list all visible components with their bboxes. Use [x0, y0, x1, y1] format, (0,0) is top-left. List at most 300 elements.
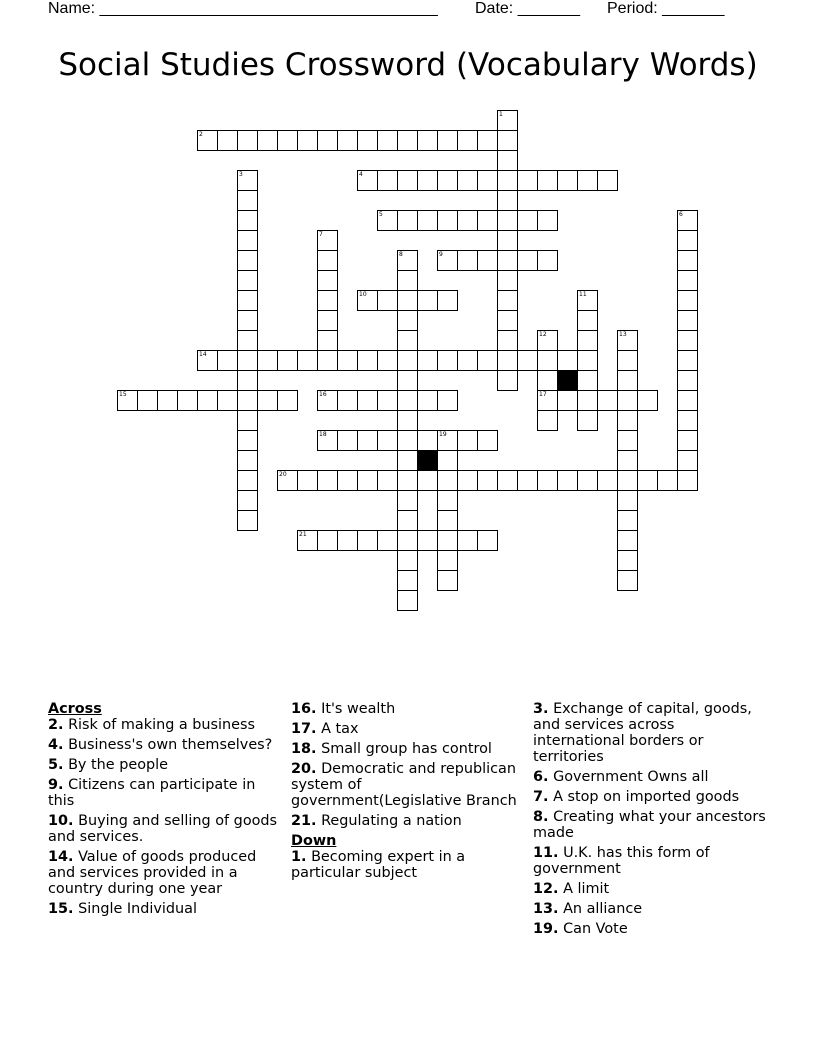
crossword-cell[interactable]	[677, 250, 698, 271]
crossword-cell[interactable]	[677, 350, 698, 371]
clue-item	[48, 757, 283, 773]
crossword-cell[interactable]	[177, 390, 198, 411]
crossword-cell[interactable]	[397, 130, 418, 151]
crossword-cell[interactable]	[677, 370, 698, 391]
clue-number: 2	[199, 131, 203, 138]
clue-item-text: Becoming expert in a particular subject	[291, 849, 466, 881]
crossword-cell[interactable]	[537, 170, 558, 191]
crossword-cell[interactable]	[677, 450, 698, 471]
crossword-cell[interactable]	[417, 290, 438, 311]
crossword-cell[interactable]	[377, 390, 398, 411]
clue-item-number: 15.	[48, 901, 74, 917]
crossword-cell[interactable]	[457, 430, 478, 451]
crossword-cell[interactable]	[337, 350, 358, 371]
clue-item-text: A stop on imported goods	[553, 789, 740, 805]
clue-item	[48, 901, 283, 917]
crossword-cell[interactable]	[497, 170, 518, 191]
crossword-cell[interactable]	[357, 350, 378, 371]
crossword-cell[interactable]	[397, 450, 418, 471]
crossword-cell[interactable]	[677, 290, 698, 311]
crossword-cell[interactable]	[197, 350, 218, 371]
crossword-cell[interactable]	[537, 390, 558, 411]
crossword-cell[interactable]	[237, 330, 258, 351]
clue-item-text: Creating what your ancestors made	[533, 809, 766, 841]
crossword-cell[interactable]	[437, 290, 458, 311]
crossword-cell[interactable]	[457, 530, 478, 551]
crossword-cell[interactable]	[497, 130, 518, 151]
crossword-cell[interactable]	[437, 130, 458, 151]
crossword-cell[interactable]	[457, 130, 478, 151]
clue-item	[291, 813, 526, 829]
crossword-cell[interactable]	[617, 490, 638, 511]
crossword-cell[interactable]	[677, 330, 698, 351]
name-field-label[interactable]: Name: ______________________________________	[48, 0, 438, 17]
crossword-cell[interactable]	[317, 270, 338, 291]
clue-number: 5	[379, 211, 383, 218]
clue-item-text: It's wealth	[321, 701, 396, 717]
clue-item	[533, 789, 768, 805]
crossword-cell[interactable]	[577, 390, 598, 411]
crossword-cell[interactable]	[317, 530, 338, 551]
crossword-cell[interactable]	[497, 110, 518, 131]
crossword-cell[interactable]	[397, 490, 418, 511]
crossword-cell[interactable]	[677, 410, 698, 431]
crossword-cell[interactable]	[337, 390, 358, 411]
crossword-cell[interactable]	[237, 290, 258, 311]
crossword-cell[interactable]	[317, 470, 338, 491]
crossword-cell[interactable]	[677, 430, 698, 451]
clue-number: 7	[319, 231, 323, 238]
crossword-cell[interactable]	[357, 530, 378, 551]
clue-item-number: 9.	[48, 777, 64, 793]
clue-item-number: 6.	[533, 769, 549, 785]
clues-column-2	[291, 701, 526, 885]
crossword-cell[interactable]	[237, 430, 258, 451]
crossword-cell[interactable]	[217, 390, 238, 411]
crossword-cell[interactable]	[397, 430, 418, 451]
crossword-cell[interactable]	[377, 350, 398, 371]
crossword-cell[interactable]	[677, 230, 698, 251]
clue-item-number: 4.	[48, 737, 64, 753]
crossword-cell[interactable]	[477, 430, 498, 451]
crossword-cell[interactable]	[317, 430, 338, 451]
crossword-cell[interactable]	[357, 470, 378, 491]
crossword-cell[interactable]	[577, 350, 598, 371]
crossword-cell[interactable]	[257, 130, 278, 151]
crossword-cell[interactable]	[617, 530, 638, 551]
clue-item-number: 3.	[533, 701, 549, 717]
crossword-cell[interactable]	[397, 250, 418, 271]
crossword-cell[interactable]	[377, 130, 398, 151]
clue-item	[291, 701, 526, 717]
clue-item	[48, 813, 283, 845]
crossword-cell[interactable]	[497, 290, 518, 311]
crossword-cell[interactable]	[577, 290, 598, 311]
crossword-cell[interactable]	[557, 350, 578, 371]
crossword-cell[interactable]	[677, 310, 698, 331]
crossword-cell[interactable]	[577, 310, 598, 331]
crossword-cell[interactable]	[417, 430, 438, 451]
crossword-cell[interactable]	[457, 170, 478, 191]
crossword-cell[interactable]	[637, 470, 658, 491]
crossword-cell[interactable]	[237, 310, 258, 331]
clue-item-text: A tax	[321, 721, 359, 737]
crossword-cell[interactable]	[377, 290, 398, 311]
clue-item-text: By the people	[68, 757, 168, 773]
crossword-cell[interactable]	[497, 310, 518, 331]
crossword-cell[interactable]	[257, 350, 278, 371]
crossword-cell[interactable]	[217, 130, 238, 151]
crossword-cell[interactable]	[557, 470, 578, 491]
crossword-cell[interactable]	[337, 430, 358, 451]
crossword-cell[interactable]	[417, 530, 438, 551]
clue-item	[533, 921, 768, 937]
crossword-cell[interactable]	[437, 510, 458, 531]
clue-item-number: 7.	[533, 789, 549, 805]
clue-item	[291, 721, 526, 737]
crossword-cell[interactable]	[277, 470, 298, 491]
crossword-cell[interactable]	[337, 530, 358, 551]
clue-item-text: Value of goods produced and services provided in a country during one year	[48, 849, 257, 897]
crossword-cell[interactable]	[437, 470, 458, 491]
clue-item	[291, 761, 526, 809]
crossword-cell[interactable]	[497, 350, 518, 371]
crossword-cell[interactable]	[237, 510, 258, 531]
crossword-cell[interactable]	[397, 530, 418, 551]
crossword-cell[interactable]	[657, 470, 678, 491]
clue-item	[533, 901, 768, 917]
crossword-cell[interactable]	[237, 470, 258, 491]
crossword-cell[interactable]	[637, 390, 658, 411]
crossword-cell[interactable]	[237, 230, 258, 251]
clue-item-number: 16.	[291, 701, 317, 717]
crossword-cell[interactable]	[357, 170, 378, 191]
crossword-cell[interactable]	[677, 390, 698, 411]
crossword-cell[interactable]	[437, 210, 458, 231]
clue-number: 12	[539, 331, 547, 338]
crossword-cell[interactable]	[617, 370, 638, 391]
crossword-cell[interactable]	[617, 550, 638, 571]
crossword-cell[interactable]	[497, 150, 518, 171]
crossword-cell[interactable]	[457, 470, 478, 491]
clue-item	[533, 809, 768, 841]
period-field-label[interactable]: Period: _______	[607, 0, 725, 17]
clue-item-text: Business's own themselves?	[68, 737, 273, 753]
crossword-cell[interactable]	[397, 170, 418, 191]
crossword-cell[interactable]	[237, 250, 258, 271]
crossword-cell[interactable]	[457, 250, 478, 271]
clue-number: 4	[359, 171, 363, 178]
crossword-cell[interactable]	[577, 370, 598, 391]
crossword-cell[interactable]	[317, 330, 338, 351]
crossword-cell[interactable]	[677, 470, 698, 491]
across-heading: Across	[48, 701, 102, 717]
clue-number: 20	[279, 471, 287, 478]
crossword-cell[interactable]	[617, 330, 638, 351]
clue-item-number: 12.	[533, 881, 559, 897]
crossword-cell[interactable]	[317, 230, 338, 251]
clue-item-text: Risk of making a business	[68, 717, 256, 733]
clue-item-number: 20.	[291, 761, 317, 777]
crossword-cell[interactable]	[297, 130, 318, 151]
crossword-cell[interactable]	[537, 330, 558, 351]
crossword-cell[interactable]	[577, 470, 598, 491]
crossword-cell[interactable]	[397, 210, 418, 231]
crossword-cell[interactable]	[517, 250, 538, 271]
crossword-cell[interactable]	[537, 350, 558, 371]
clue-item-number: 2.	[48, 717, 64, 733]
crossword-cell[interactable]	[277, 130, 298, 151]
clue-number: 10	[359, 291, 367, 298]
crossword-cell[interactable]	[497, 330, 518, 351]
clue-item-number: 19.	[533, 921, 559, 937]
crossword-cell[interactable]	[437, 250, 458, 271]
crossword-cell[interactable]	[117, 390, 138, 411]
crossword-cell[interactable]	[237, 270, 258, 291]
crossword-cell[interactable]	[437, 430, 458, 451]
crossword-cell[interactable]	[377, 210, 398, 231]
clue-item-text: An alliance	[563, 901, 643, 917]
clue-number: 16	[319, 391, 327, 398]
crossword-cell[interactable]	[317, 130, 338, 151]
clue-item-number: 17.	[291, 721, 317, 737]
crossword-cell[interactable]	[477, 170, 498, 191]
crossword-cell[interactable]	[277, 390, 298, 411]
crossword-cell[interactable]	[337, 470, 358, 491]
clue-item-number: 21.	[291, 813, 317, 829]
clue-item-number: 14.	[48, 849, 74, 865]
crossword-cell[interactable]	[357, 390, 378, 411]
crossword-cell[interactable]	[677, 270, 698, 291]
crossword-cell[interactable]	[457, 350, 478, 371]
crossword-cell[interactable]	[417, 170, 438, 191]
crossword-cell[interactable]	[357, 430, 378, 451]
crossword-cell[interactable]	[577, 330, 598, 351]
clue-item-text: Citizens can participate in this	[48, 777, 256, 809]
clue-item	[48, 737, 283, 753]
crossword-cell[interactable]	[617, 350, 638, 371]
crossword-cell[interactable]	[557, 170, 578, 191]
clue-number: 17	[539, 391, 547, 398]
clue-item	[48, 717, 283, 733]
crossword-cell[interactable]	[237, 490, 258, 511]
crossword-cell[interactable]	[397, 270, 418, 291]
clue-number: 19	[439, 431, 447, 438]
clue-item-text: Can Vote	[563, 921, 628, 937]
crossword-cell[interactable]	[237, 450, 258, 471]
clue-item	[533, 881, 768, 897]
crossword-cell[interactable]	[537, 370, 558, 391]
crossword-cell[interactable]	[557, 390, 578, 411]
crossword-cell[interactable]	[617, 470, 638, 491]
crossword-cell[interactable]	[477, 530, 498, 551]
clue-item-text: Exchange of capital, goods, and services across international borders or territories	[533, 701, 752, 765]
crossword-cell[interactable]	[377, 170, 398, 191]
clue-number: 21	[299, 531, 307, 538]
crossword-cell[interactable]	[517, 210, 538, 231]
crossword-cell[interactable]	[437, 170, 458, 191]
crossword-cell[interactable]	[477, 210, 498, 231]
crossword-cell[interactable]	[397, 570, 418, 591]
crossword-cell[interactable]	[497, 250, 518, 271]
crossword-cell[interactable]	[317, 390, 338, 411]
clue-item-number: 5.	[48, 757, 64, 773]
crossword-cell[interactable]	[457, 210, 478, 231]
crossword-cell[interactable]	[617, 390, 638, 411]
clue-item-number: 8.	[533, 809, 549, 825]
clue-item-text: Small group has control	[321, 741, 492, 757]
crossword-cell[interactable]	[577, 170, 598, 191]
crossword-cell[interactable]	[317, 310, 338, 331]
clue-number: 3	[239, 171, 243, 178]
crossword-cell[interactable]	[397, 350, 418, 371]
crossword-cell[interactable]	[217, 350, 238, 371]
clue-number: 15	[119, 391, 127, 398]
crossword-cell[interactable]	[237, 410, 258, 431]
crossword-cell[interactable]	[477, 250, 498, 271]
crossword-cell[interactable]	[497, 370, 518, 391]
crossword-cell[interactable]	[497, 210, 518, 231]
clue-item-text: Regulating a nation	[321, 813, 462, 829]
clue-item-text: Government Owns all	[553, 769, 709, 785]
crossword-cell[interactable]	[417, 470, 438, 491]
crossword-cell[interactable]	[617, 570, 638, 591]
crossword-cell[interactable]	[417, 130, 438, 151]
crossword-cell[interactable]	[437, 390, 458, 411]
clue-number: 6	[679, 211, 683, 218]
crossword-cell[interactable]	[317, 250, 338, 271]
clue-item	[48, 849, 283, 897]
crossword-cell[interactable]	[397, 390, 418, 411]
crossword-cell[interactable]	[417, 210, 438, 231]
clue-item	[291, 741, 526, 757]
black-square	[557, 370, 578, 391]
crossword-cell[interactable]	[237, 170, 258, 191]
crossword-cell[interactable]	[397, 470, 418, 491]
clue-item-number: 13.	[533, 901, 559, 917]
crossword-cell[interactable]	[437, 490, 458, 511]
crossword-cell[interactable]	[497, 270, 518, 291]
black-square	[417, 450, 438, 471]
clue-item	[533, 769, 768, 785]
crossword-cell[interactable]	[237, 350, 258, 371]
crossword-cell[interactable]	[357, 130, 378, 151]
crossword-cell[interactable]	[237, 390, 258, 411]
crossword-cell[interactable]	[277, 350, 298, 371]
clue-number: 9	[439, 251, 443, 258]
crossword-cell[interactable]	[497, 190, 518, 211]
crossword-cell[interactable]	[597, 470, 618, 491]
crossword-cell[interactable]	[377, 430, 398, 451]
crossword-cell[interactable]	[517, 470, 538, 491]
crossword-cell[interactable]	[437, 350, 458, 371]
crossword-cell[interactable]	[617, 450, 638, 471]
crossword-cell[interactable]	[677, 210, 698, 231]
crossword-cell[interactable]	[397, 590, 418, 611]
crossword-cell[interactable]	[377, 530, 398, 551]
crossword-cell[interactable]	[477, 350, 498, 371]
crossword-cell[interactable]	[397, 510, 418, 531]
clue-number: 14	[199, 351, 207, 358]
crossword-cell[interactable]	[617, 410, 638, 431]
clue-item-text: A limit	[563, 881, 610, 897]
crossword-cell[interactable]	[577, 410, 598, 431]
crossword-cell[interactable]	[537, 410, 558, 431]
crossword-cell[interactable]	[397, 330, 418, 351]
crossword-cell[interactable]	[297, 530, 318, 551]
crossword-cell[interactable]	[297, 350, 318, 371]
crossword-cell[interactable]	[417, 350, 438, 371]
clue-item-text: U.K. has this form of government	[533, 845, 710, 877]
clues-column-1	[48, 701, 283, 921]
crossword-cell[interactable]	[537, 210, 558, 231]
clue-item-text: Buying and selling of goods and services.	[48, 813, 278, 845]
crossword-cell[interactable]	[537, 250, 558, 271]
clue-number: 1	[499, 111, 503, 118]
crossword-cell[interactable]	[397, 550, 418, 571]
crossword-cell[interactable]	[417, 390, 438, 411]
crossword-cell[interactable]	[197, 130, 218, 151]
crossword-cell[interactable]	[297, 470, 318, 491]
crossword-cell[interactable]	[237, 210, 258, 231]
clue-item-number: 18.	[291, 741, 317, 757]
clue-item-text: Democratic and republican system of government(Legislative Branch	[291, 761, 517, 809]
clue-item-text: Single Individual	[78, 901, 197, 917]
clue-number: 11	[579, 291, 587, 298]
crossword-cell[interactable]	[237, 190, 258, 211]
crossword-cell[interactable]	[597, 390, 618, 411]
crossword-cell[interactable]	[237, 370, 258, 391]
crossword-cell[interactable]	[397, 290, 418, 311]
crossword-cell[interactable]	[137, 390, 158, 411]
crossword-cell[interactable]	[397, 370, 418, 391]
crossword-cell[interactable]	[397, 410, 418, 431]
clues-column-3	[533, 701, 768, 941]
clue-item-number: 11.	[533, 845, 559, 861]
crossword-cell[interactable]	[157, 390, 178, 411]
crossword-cell[interactable]	[397, 310, 418, 331]
clue-number: 18	[319, 431, 327, 438]
crossword-cell[interactable]	[617, 510, 638, 531]
crossword-cell[interactable]	[477, 470, 498, 491]
crossword-cell[interactable]	[337, 130, 358, 151]
crossword-cell[interactable]	[597, 170, 618, 191]
crossword-cell[interactable]	[497, 470, 518, 491]
crossword-cell[interactable]	[477, 130, 498, 151]
clue-item	[533, 845, 768, 877]
clue-item-number: 10.	[48, 813, 74, 829]
crossword-cell[interactable]	[437, 530, 458, 551]
crossword-cell[interactable]	[357, 290, 378, 311]
crossword-cell[interactable]	[517, 170, 538, 191]
crossword-cell[interactable]	[437, 550, 458, 571]
crossword-cell[interactable]	[437, 450, 458, 471]
crossword-cell[interactable]	[437, 570, 458, 591]
crossword-cell[interactable]	[237, 130, 258, 151]
crossword-cell[interactable]	[197, 390, 218, 411]
crossword-cell[interactable]	[617, 430, 638, 451]
crossword-cell[interactable]	[257, 390, 278, 411]
crossword-cell[interactable]	[317, 290, 338, 311]
clue-item	[48, 777, 283, 809]
crossword-cell[interactable]	[317, 350, 338, 371]
crossword-cell[interactable]	[497, 230, 518, 251]
date-field-label[interactable]: Date: _______	[475, 0, 580, 17]
crossword-cell[interactable]	[377, 470, 398, 491]
crossword-cell[interactable]	[537, 470, 558, 491]
down-heading: Down	[291, 833, 337, 849]
crossword-cell[interactable]	[517, 350, 538, 371]
